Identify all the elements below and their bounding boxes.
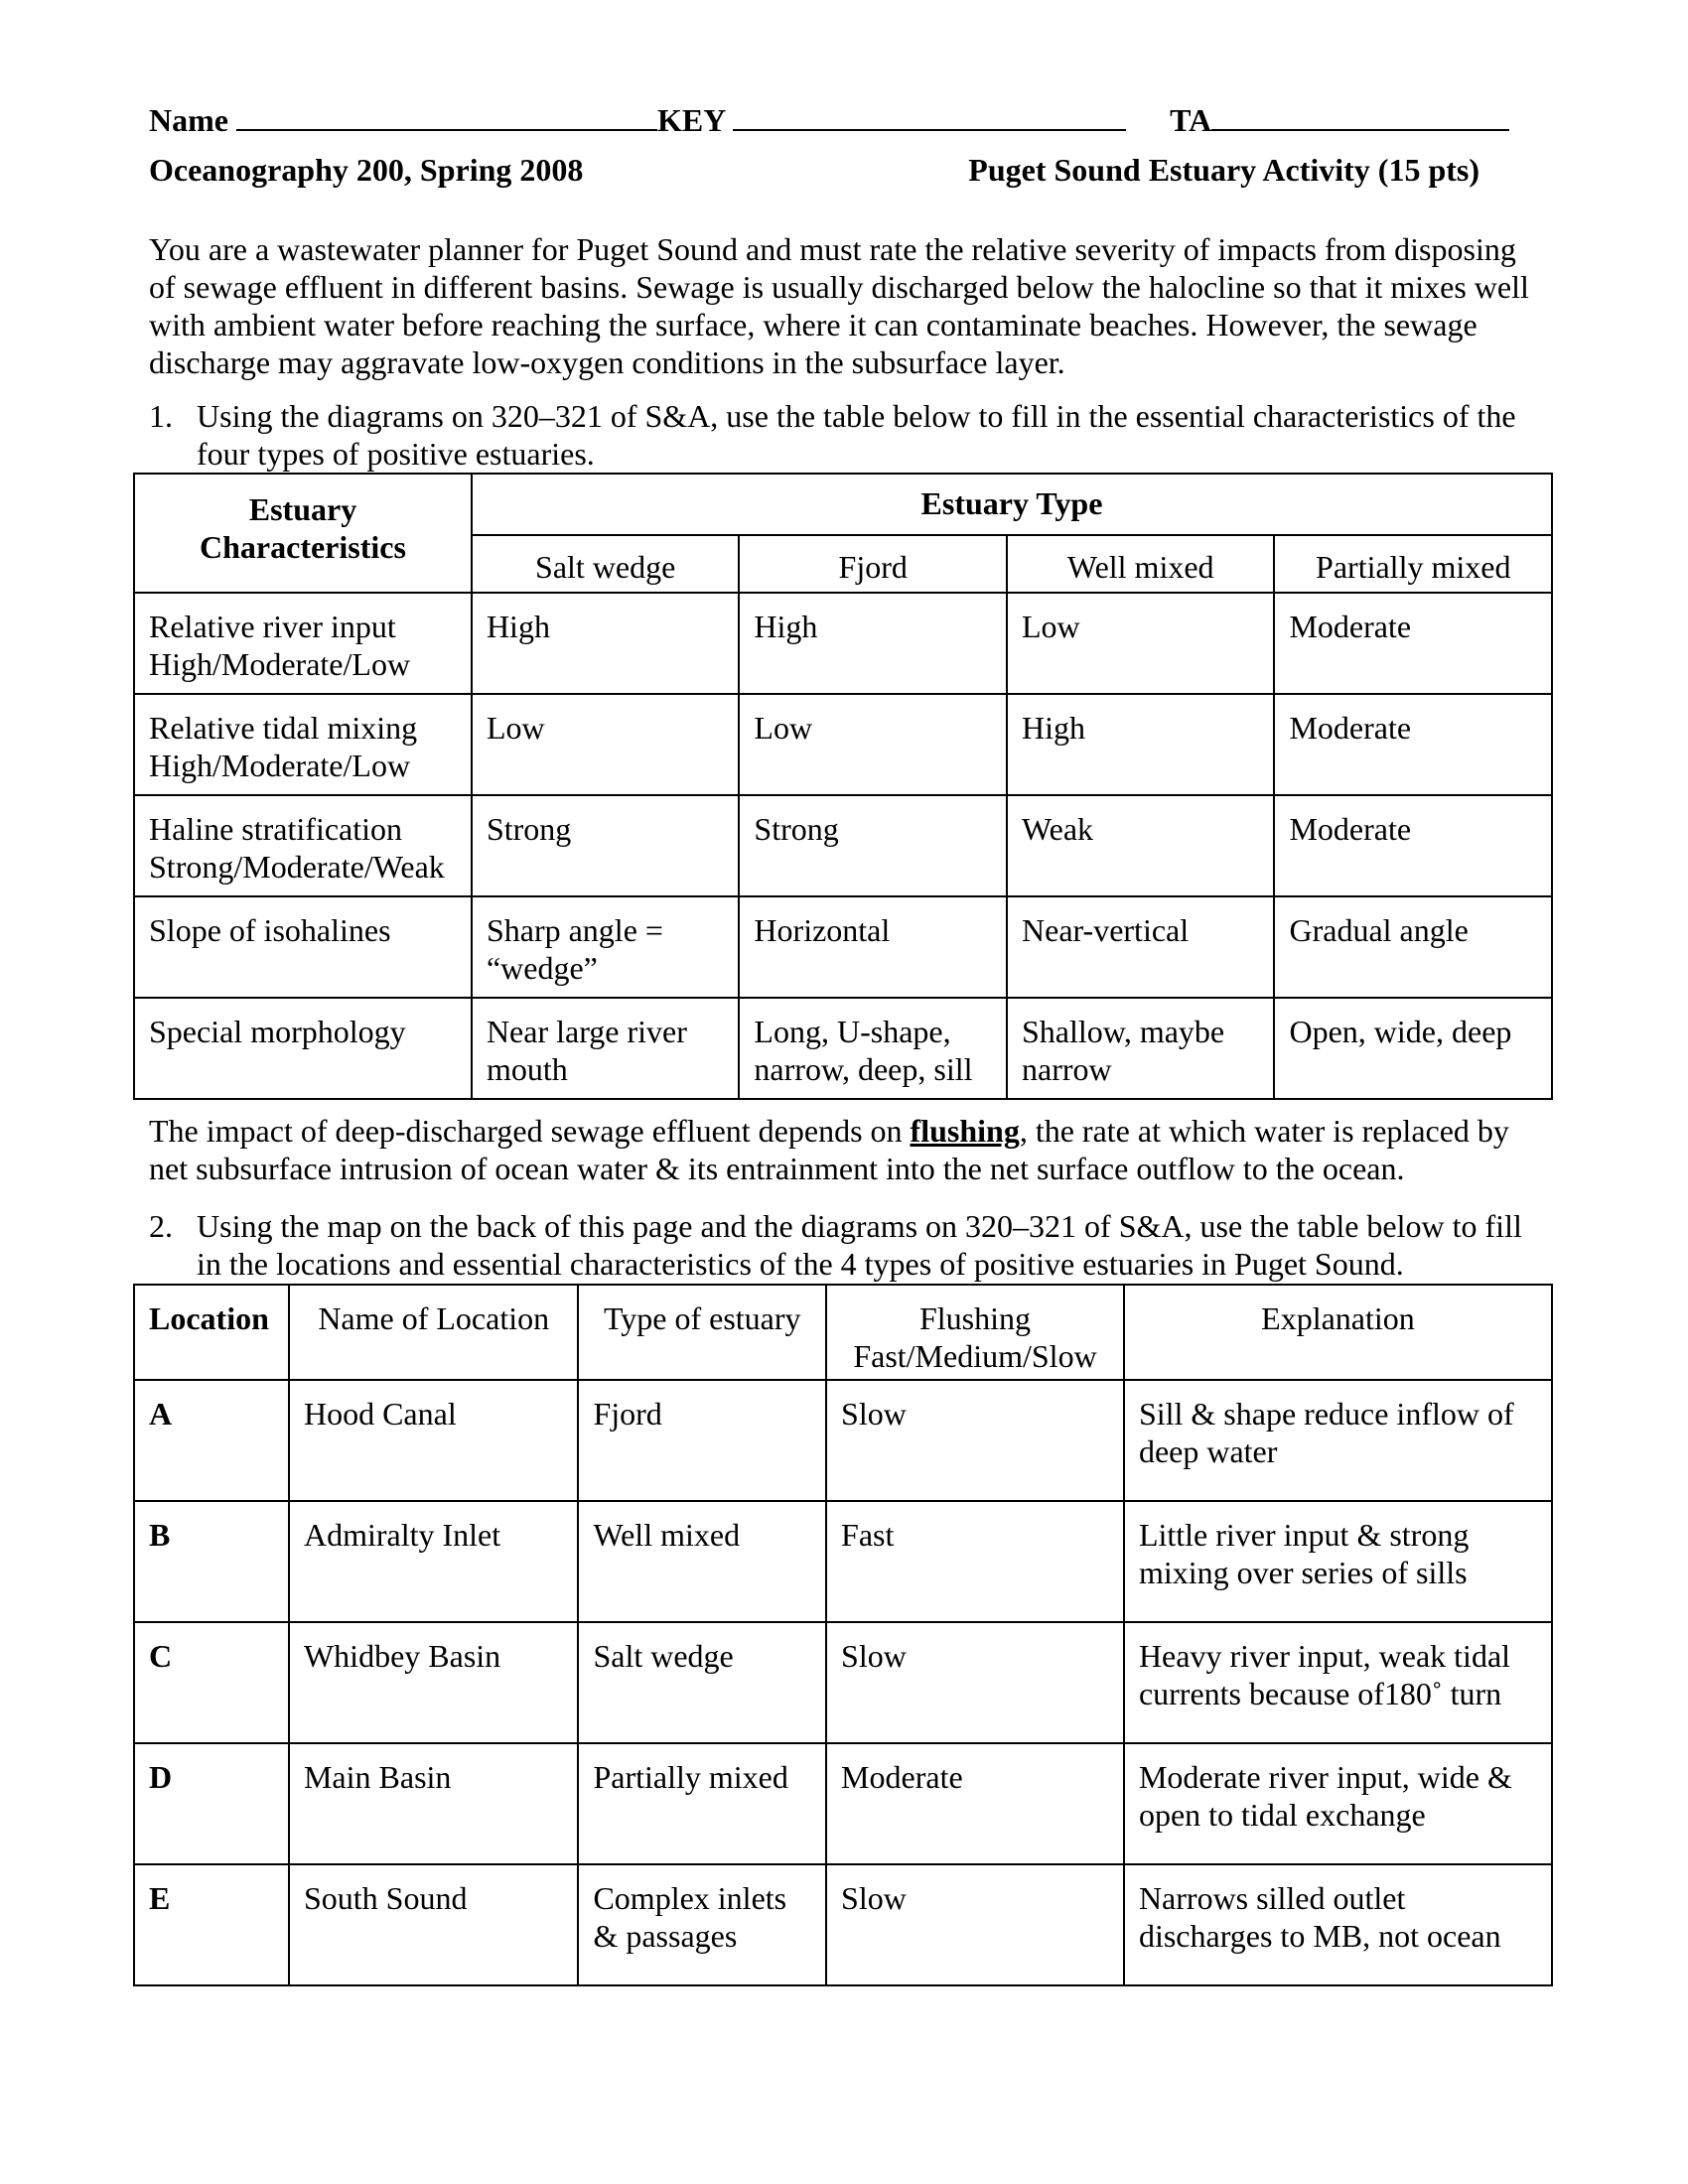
table-cell[interactable]: Sharp angle = “wedge” [472,896,739,998]
name-header: Name of Location [289,1285,578,1380]
location-letter: B [134,1501,289,1622]
flushing-header-line2: Fast/Medium/Slow [853,1338,1097,1374]
table-cell[interactable]: High [472,593,739,694]
key-label: KEY [656,102,726,138]
row-label [134,694,472,795]
name-row [149,99,1519,139]
table-cell[interactable]: Admiralty Inlet [289,1501,578,1622]
flushing-header [826,1285,1124,1380]
table-cell[interactable]: Whidbey Basin [289,1622,578,1743]
table-cell[interactable]: Heavy river input, weak tidal currents because of180˚ turn [1124,1622,1552,1743]
row-label-line2: High/Moderate/Low [149,646,411,682]
puget-sound-locations-table [133,1284,1553,1986]
type-header: Type of estuary [578,1285,826,1380]
flushing-header-line1: Flushing [918,1300,1031,1336]
table-row [134,1622,1552,1743]
activity-title: Puget Sound Estuary Activity (15 pts) [968,152,1479,188]
table-row [134,1380,1552,1501]
table-cell[interactable]: South Sound [289,1864,578,1985]
table-row [134,998,1552,1099]
table-cell[interactable]: Salt wedge [578,1622,826,1743]
flushing-text-before: The impact of deep-discharged sewage effluent depends on [149,1113,911,1149]
table-row [134,896,1552,998]
table-cell[interactable]: High [1007,694,1274,795]
name-field[interactable] [236,99,657,131]
explanation-header: Explanation [1124,1285,1552,1380]
table-cell[interactable]: Moderate river input, wide & open to tidal exchange [1124,1743,1552,1864]
estuary-characteristics-table [133,473,1553,1100]
table-cell[interactable]: Fjord [578,1380,826,1501]
table-cell[interactable]: Gradual angle [1274,896,1552,998]
location-letter: C [134,1622,289,1743]
type-header-partially-mixed: Partially mixed [1274,535,1552,593]
row-label-line1: Special morphology [149,1014,406,1049]
table-cell[interactable]: Near large river mouth [472,998,739,1099]
table-row [134,1743,1552,1864]
question-text: Using the diagrams on 320–321 of S&A, use the table below to fill in the essential characteristics of the four types of positive estuaries. [197,398,1516,472]
key-field[interactable] [733,99,1126,131]
table-cell[interactable]: Moderate [1274,593,1552,694]
characteristics-header [134,474,472,593]
table-cell[interactable]: Long, U-shape, narrow, deep, sill [739,998,1007,1099]
location-header: Location [134,1285,289,1380]
row-label [134,593,472,694]
characteristics-header-line1: Estuary [248,491,357,527]
row-label-line1: Relative tidal mixing [149,710,418,746]
flushing-term: flushing [910,1113,1020,1149]
name-label: Name [149,102,228,138]
table-row [134,593,1552,694]
table-row [134,1864,1552,1985]
table-cell[interactable]: Hood Canal [289,1380,578,1501]
question-text: Using the map on the back of this page and the diagrams on 320–321 of S&A, use the table below to fill in the locations and essential characteristics of the 4 types of positive estuaries in Puget Sound. [197,1208,1522,1282]
ta-label: TA [1170,102,1212,138]
intro-paragraph: You are a wastewater planner for Puget Sound and must rate the relative severity of impacts from disposing of sewage effluent in different basins. Sewage is usually discharged below the halocline so that it mixes well with ambient water before reaching the surface, where it can contaminate beaches. However, the sewage discharge may aggravate low-oxygen conditions in the subsurface layer. [149,231,1529,380]
estuary-type-header: Estuary Type [472,474,1552,535]
table-cell[interactable]: High [739,593,1007,694]
table-cell[interactable]: Low [1007,593,1274,694]
row-label-line2: Strong/Moderate/Weak [149,849,445,885]
table-cell[interactable]: Low [472,694,739,795]
table-cell[interactable]: Sill & shape reduce inflow of deep water [1124,1380,1552,1501]
table-row [134,694,1552,795]
table-cell[interactable]: Moderate [826,1743,1124,1864]
row-label [134,896,472,998]
table-cell[interactable]: Near-vertical [1007,896,1274,998]
table-cell[interactable]: Little river input & strong mixing over series of sills [1124,1501,1552,1622]
row-label [134,998,472,1099]
table-cell[interactable]: Moderate [1274,795,1552,896]
table-cell[interactable]: Complex inlets & passages [578,1864,826,1985]
characteristics-header-line2: Characteristics [200,529,406,565]
type-header-fjord: Fjord [739,535,1007,593]
table-cell[interactable]: Fast [826,1501,1124,1622]
type-header-salt-wedge: Salt wedge [472,535,739,593]
table-cell[interactable]: Horizontal [739,896,1007,998]
table-cell[interactable]: Main Basin [289,1743,578,1864]
question-number: 1. [149,398,173,434]
table-cell[interactable]: Shallow, maybe narrow [1007,998,1274,1099]
table-cell[interactable]: Narrows silled outlet discharges to MB, not ocean [1124,1864,1552,1985]
table-cell[interactable]: Low [739,694,1007,795]
table-cell[interactable]: Open, wide, deep [1274,998,1552,1099]
course-title: Oceanography 200, Spring 2008 [149,152,584,188]
table-cell[interactable]: Slow [826,1622,1124,1743]
row-label-line2: High/Moderate/Low [149,748,411,783]
row-label-line1: Relative river input [149,609,396,644]
table-cell[interactable]: Slow [826,1864,1124,1985]
table-cell[interactable]: Slow [826,1380,1124,1501]
type-header-well-mixed: Well mixed [1007,535,1274,593]
row-label [134,795,472,896]
table-row [134,1501,1552,1622]
flushing-text-after: , the rate at which water is replaced by net subsurface intrusion of ocean water & its entrainment into the net surface outflow to the ocean. [149,1113,1509,1186]
table-cell[interactable]: Well mixed [578,1501,826,1622]
location-letter: D [134,1743,289,1864]
course-row [149,151,1479,189]
table-cell[interactable]: Strong [472,795,739,896]
table-cell[interactable]: Strong [739,795,1007,896]
table-cell[interactable]: Weak [1007,795,1274,896]
row-label-line1: Haline stratification [149,811,403,847]
location-letter: A [134,1380,289,1501]
flushing-paragraph [149,1112,1539,1187]
table-cell[interactable]: Moderate [1274,694,1552,795]
ta-field[interactable] [1211,99,1509,131]
location-letter: E [134,1864,289,1985]
question-number: 2. [149,1208,173,1244]
table-cell[interactable]: Partially mixed [578,1743,826,1864]
row-label-line1: Slope of isohalines [149,912,391,948]
table-row [134,795,1552,896]
